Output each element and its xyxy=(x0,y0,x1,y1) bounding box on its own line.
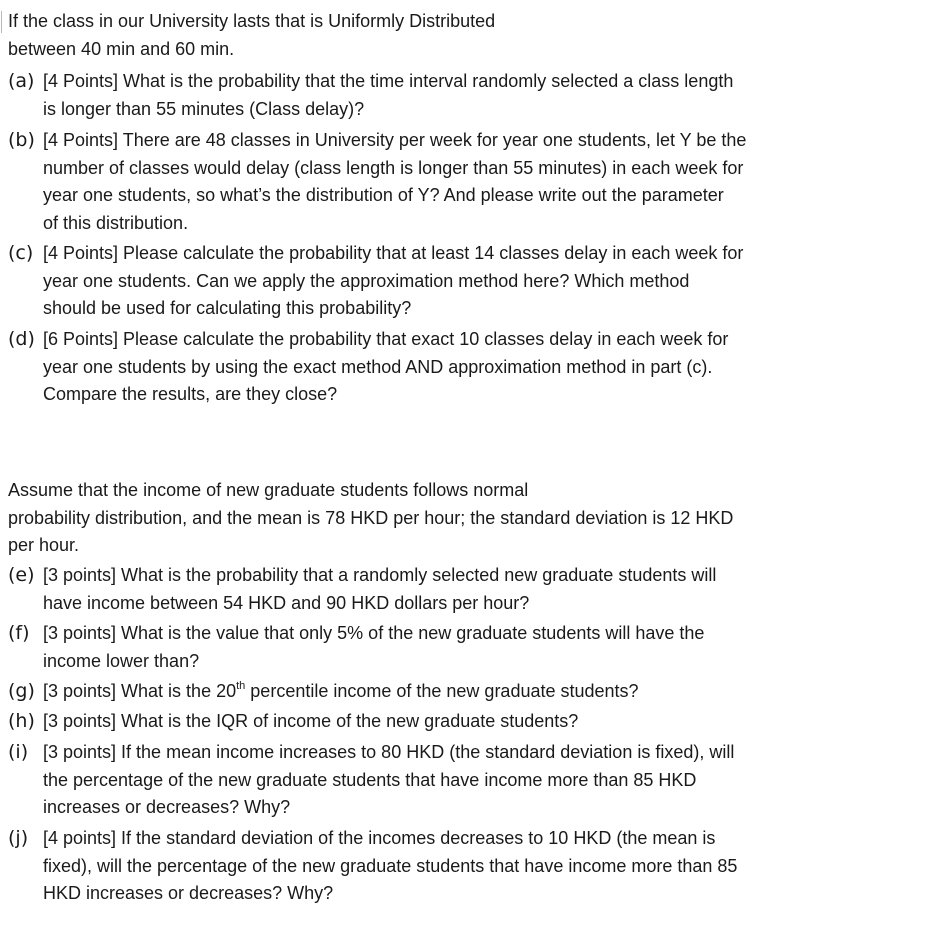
intro-line: Assume that the income of new graduate students follows normal xyxy=(8,480,529,500)
question-text-end: percentile income of the new graduate students? xyxy=(245,681,639,701)
question-line: HKD increases or decreases? Why? xyxy=(43,883,334,903)
question-text xyxy=(43,825,833,908)
question-label: (b) xyxy=(8,129,35,151)
intro-line: If the class in our University lasts that is Uniformly Distributed xyxy=(8,11,496,31)
intro-line: probability distribution, and the mean is 78 HKD per hour; the standard deviation is 12 HKD xyxy=(8,507,734,528)
question-line: the percentage of the new graduate students that have income more than 85 HKD xyxy=(43,769,697,790)
question-line xyxy=(43,678,833,706)
ordinal-suffix: th xyxy=(236,680,246,692)
text-cursor-bar xyxy=(1,11,2,33)
question-text-start: [3 points] What is the 20 xyxy=(43,681,237,701)
question-label: (c) xyxy=(8,242,34,264)
question-label: (a) xyxy=(8,70,35,92)
question-text xyxy=(43,240,833,323)
question-line: [3 points] What is the value that only 5% of the new graduate students will have the xyxy=(43,623,705,643)
question-label: (e) xyxy=(8,564,35,586)
question-text xyxy=(43,620,833,675)
question-label: (i) xyxy=(8,741,29,763)
question-text xyxy=(43,127,833,237)
question-label: (j) xyxy=(8,827,29,849)
question-line: increases or decreases? Why? xyxy=(43,797,291,817)
question-text xyxy=(43,708,833,736)
question-line: [3 points] What is the IQR of income of the new graduate students? xyxy=(43,711,579,731)
question-line: [3 points] If the mean income increases to 80 HKD (the standard deviation is fixed), will xyxy=(43,742,735,762)
question-line: of this distribution. xyxy=(43,212,189,233)
question-label: (f) xyxy=(8,622,30,644)
question-label: (g) xyxy=(8,680,35,702)
question-line: year one students. Can we apply the approximation method here? Which method xyxy=(43,270,690,291)
question-line: [4 points] If the standard deviation of the incomes decreases to 10 HKD (the mean is xyxy=(43,828,716,848)
question-line: is longer than 55 minutes (Class delay)? xyxy=(43,98,365,119)
question-line: year one students, so what’s the distribution of Y? And please write out the parameter xyxy=(43,185,724,205)
section2-intro xyxy=(8,477,828,560)
question-line: [3 points] What is the probability that a randomly selected new graduate students will xyxy=(43,565,717,585)
question-line: should be used for calculating this probability? xyxy=(43,298,412,318)
question-text xyxy=(43,326,833,409)
intro-line: between 40 min and 60 min. xyxy=(8,38,235,59)
question-line: [4 Points] What is the probability that the time interval randomly selected a class length xyxy=(43,71,734,91)
question-text xyxy=(43,68,833,123)
question-line: [4 Points] Please calculate the probability that at least 14 classes delay in each week for xyxy=(43,243,744,263)
question-line: year one students by using the exact method AND approximation method in part (c). xyxy=(43,356,713,377)
question-line: number of classes would delay (class length is longer than 55 minutes) in each week for xyxy=(43,157,744,178)
question-text xyxy=(43,562,833,617)
question-line: [6 Points] Please calculate the probability that exact 10 classes delay in each week for xyxy=(43,329,729,349)
question-line: [4 Points] There are 48 classes in University per week for year one students, let Y be the xyxy=(43,130,747,150)
question-line: have income between 54 HKD and 90 HKD dollars per hour? xyxy=(43,592,530,613)
question-text xyxy=(43,678,833,706)
question-label: (d) xyxy=(8,328,35,350)
question-line: income lower than? xyxy=(43,650,200,671)
question-label: (h) xyxy=(8,710,35,732)
question-line: fixed), will the percentage of the new graduate students that have income more than 85 xyxy=(43,855,738,876)
question-text xyxy=(43,739,833,822)
question-line: Compare the results, are they close? xyxy=(43,384,338,404)
intro-line: per hour. xyxy=(8,535,80,555)
section1-intro xyxy=(8,8,828,63)
